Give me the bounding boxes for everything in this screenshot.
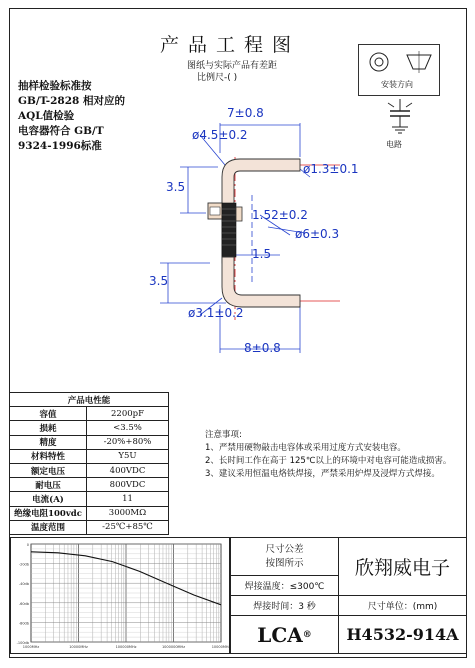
y-tick-label: -40db xyxy=(18,582,29,587)
req-line: 9324-1996标准 xyxy=(18,140,102,152)
spec-label: 耐电压 xyxy=(10,478,87,492)
dim-top-width: 7±0.8 xyxy=(227,106,264,120)
req-line: GB/T-2828 相对应的 xyxy=(18,95,125,107)
solder-temperature: 焊接温度：≤300℃ xyxy=(231,576,339,596)
note-item: 3、建议采用恒温电烙铁焊接，严禁采用炉焊及浸焊方式焊接。 xyxy=(205,469,440,479)
table-row xyxy=(10,463,169,477)
tolerance-note: 尺寸公差 按图所示 xyxy=(231,538,339,576)
notes-heading: 注意事项: xyxy=(205,430,242,440)
table-row xyxy=(10,407,169,421)
brand-logo xyxy=(231,616,339,653)
notes-section xyxy=(205,429,455,481)
dim-bottom-width: 8±0.8 xyxy=(244,341,281,355)
spec-value: 400VDC xyxy=(87,463,169,477)
dim-bottom-dia: ø3.1±0.2 xyxy=(188,306,244,320)
spec-value: 2200pF xyxy=(87,407,169,421)
x-tick-label: 10000MHz xyxy=(211,645,229,649)
req-line: 抽样检验标准按 xyxy=(18,80,92,92)
spec-label: 损耗 xyxy=(10,421,87,435)
note-item: 1、严禁用硬物敲击电容体或采用过度方式安装电容。 xyxy=(205,443,406,453)
spec-label: 额定电压 xyxy=(10,463,87,477)
inspection-standard-text xyxy=(18,79,141,154)
brand-text: LCA xyxy=(257,622,303,647)
attenuation-chart xyxy=(10,537,230,654)
registered-mark: ® xyxy=(302,629,312,640)
y-tick-label: -80db xyxy=(18,621,29,626)
mounting-symbol-icon xyxy=(359,45,439,79)
table-row xyxy=(10,506,169,520)
x-tick-label: 10000MHz xyxy=(69,645,88,649)
spec-value: 3000MΩ xyxy=(87,506,169,520)
scale-label: 比例尺-( ) xyxy=(197,73,238,83)
page-title: 产品工程图 xyxy=(160,34,301,56)
spec-table-heading: 产品电性能 xyxy=(10,393,169,407)
req-line: 电容器符合 GB/T xyxy=(18,125,104,137)
spec-value: Y5U xyxy=(87,449,169,463)
req-line: AQL值检验 xyxy=(18,110,75,122)
y-tick-label: -100db xyxy=(16,641,29,645)
note-item: 2、长时间工作在高于 125℃以上的环境中对电容可能造成损害。 xyxy=(205,456,452,466)
spec-value: 800VDC xyxy=(87,478,169,492)
table-row xyxy=(10,435,169,449)
dim-thread-dia: ø6±0.3 xyxy=(295,227,340,241)
table-row xyxy=(10,449,169,463)
table-row xyxy=(10,520,169,534)
dim-body-dia: ø4.5±0.2 xyxy=(192,128,248,142)
x-tick-label: 1000000MHz xyxy=(161,645,186,649)
dim-thread-len: 1.52±0.2 xyxy=(252,208,308,222)
y-tick-label: 0 xyxy=(26,543,29,547)
spec-label: 电流(A) xyxy=(10,492,87,506)
electrical-spec-table xyxy=(9,392,169,535)
part-number: H4532-914A xyxy=(346,625,459,644)
x-tick-label: 100000MHz xyxy=(115,645,137,649)
dim-left-height: 3.5 xyxy=(166,180,186,194)
spec-label: 绝缘电阻100vdc xyxy=(10,506,87,520)
circuit-label: 电路 xyxy=(386,140,402,149)
table-row xyxy=(10,478,169,492)
table-row xyxy=(10,492,169,506)
spec-label: 精度 xyxy=(10,435,87,449)
chart-svg xyxy=(11,538,229,653)
capacitor-circuit-icon xyxy=(380,97,420,137)
dim-lead-dia: ø1.3±0.1 xyxy=(303,162,359,176)
table-row xyxy=(10,421,169,435)
x-tick-label: 1000MHz xyxy=(22,645,40,649)
dimension-unit: 尺寸单位：(mm) xyxy=(339,596,466,616)
solder-time: 焊接时间：3 秒 xyxy=(231,596,339,616)
spec-label: 容值 xyxy=(10,407,87,421)
spec-value: -20%+80% xyxy=(87,435,169,449)
y-tick-label: -20db xyxy=(18,562,29,567)
mounting-direction-label: 安装方向 xyxy=(381,80,413,89)
title-block xyxy=(230,537,467,654)
spec-value: -25℃+85℃ xyxy=(87,520,169,534)
spec-value: <3.5% xyxy=(87,421,169,435)
dim-lower-height: 3.5 xyxy=(149,274,169,288)
y-tick-label: -60db xyxy=(18,601,29,606)
company-name: 欣翔威电子 xyxy=(339,538,466,596)
spec-label: 温度范围 xyxy=(10,520,87,534)
dim-center: 1.5 xyxy=(252,247,272,261)
spec-label: 材料特性 xyxy=(10,449,87,463)
spec-value: 11 xyxy=(87,492,169,506)
subtitle: 图纸与实际产品有差距 xyxy=(187,61,278,71)
